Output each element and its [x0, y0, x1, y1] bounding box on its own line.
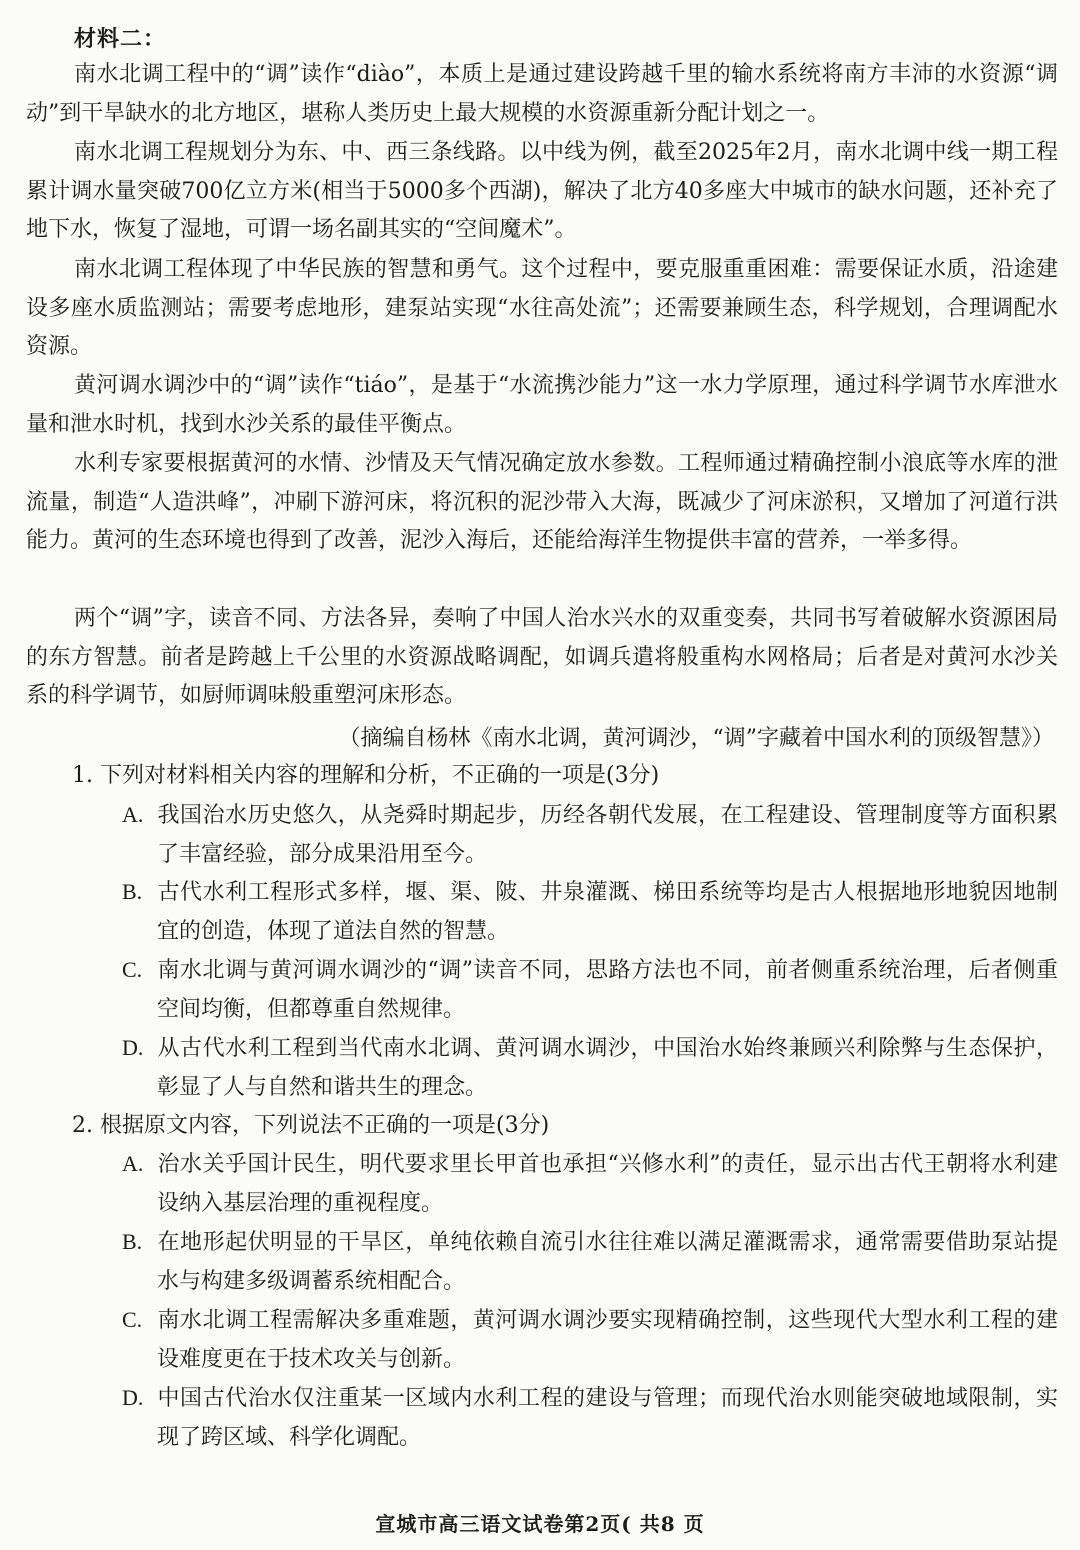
option-letter: D.	[122, 1035, 144, 1060]
paragraph-3: 南水北调工程体现了中华民族的智慧和勇气。这个过程中，要克服重重困难：需要保证水质，沿途建设多座水质监测站；需要考虑地形，建泵站实现“水往高处流”；还需要兼顾生态，科学规划，合理调配水资源。	[26, 257, 1058, 359]
paragraph-6: 两个“调”字，读音不同、方法各异，奏响了中国人治水兴水的双重变奏，共同书写着破解水资源困局的东方智慧。前者是跨越上千公里的水资源战略调配，如调兵遣将般重构水网格局；后者是对黄河水沙关系的科学调节，如厨师调味般重塑河床形态。	[26, 606, 1058, 708]
option-letter: B.	[122, 879, 143, 904]
paragraph-1: 南水北调工程中的“调”读作“diào”，本质上是通过建设跨越千里的输水系统将南方丰沛的水资源“调动”到干旱缺水的北方地区，堪称人类历史上最大规模的水资源重新分配计划之一。	[26, 62, 1058, 126]
option-letter: C.	[122, 957, 143, 982]
source-citation: （摘编自杨林《南水北调，黄河调沙，“调”字藏着中国水利的顶级智慧》）	[338, 726, 1054, 751]
option-text: 治水关乎国计民生，明代要求里长甲首也承担“兴修水利”的责任，显示出古代王朝将水利建设纳入基层治理的重视程度。	[157, 1152, 1058, 1216]
question-2-option-a	[122, 1145, 1058, 1223]
option-letter: A.	[122, 1151, 144, 1176]
option-text: 在地形起伏明显的干旱区，单纯依赖自流引水往往难以满足灌溉需求，通常需要借助泵站提水与构建多级调蓄系统相配合。	[157, 1230, 1058, 1294]
option-text: 从古代水利工程到当代南水北调、黄河调水调沙，中国治水始终兼顾兴利除弊与生态保护，彰显了人与自然和谐共生的理念。	[157, 1036, 1058, 1100]
material-heading: 材料二：	[74, 26, 167, 52]
option-text: 古代水利工程形式多样，堰、渠、陂、井泉灌溉、梯田系统等均是古人根据地形地貌因地制宜的创造，体现了道法自然的智慧。	[157, 880, 1058, 944]
option-letter: A.	[122, 802, 144, 827]
paragraph-5: 水利专家要根据黄河的水情、沙情及天气情况确定放水参数。工程师通过精确控制小浪底等水库的泄流量，制造“人造洪峰”，冲刷下游河床，将沉积的泥沙带入大海，既减少了河床淤积，又增加了河道行洪能力。黄河的生态环境也得到了改善，泥沙入海后，还能给海洋生物提供丰富的营养，一举多得。	[26, 451, 1058, 553]
option-letter: C.	[122, 1307, 143, 1332]
question-2-option-c	[122, 1301, 1058, 1379]
question-1-option-c	[122, 951, 1058, 1029]
question-2-option-d	[122, 1379, 1058, 1457]
paragraph-2: 南水北调工程规划分为东、中、西三条线路。以中线为例，截至2025年2月，南水北调中线一期工程累计调水量突破700亿立方米(相当于5000多个西湖)，解决了北方40多座大中城市的缺水问题，还补充了地下水，恢复了湿地，可谓一场名副其实的“空间魔术”。	[26, 140, 1058, 242]
question-1-stem: 1. 下列对材料相关内容的理解和分析，不正确的一项是(3分)	[72, 763, 660, 788]
option-text: 南水北调工程需解决多重难题，黄河调水调沙要实现精确控制，这些现代大型水利工程的建设难度更在于技术攻关与创新。	[157, 1308, 1058, 1372]
option-text: 我国治水历史悠久，从尧舜时期起步，历经各朝代发展，在工程建设、管理制度等方面积累了丰富经验，部分成果沿用至今。	[157, 803, 1058, 867]
option-letter: D.	[122, 1385, 144, 1410]
question-1-option-a	[122, 796, 1058, 874]
paragraph-4: 黄河调水调沙中的“调”读作“tiáo”，是基于“水流携沙能力”这一水力学原理，通过科学调节水库泄水量和泄水时机，找到水沙关系的最佳平衡点。	[26, 373, 1058, 437]
question-1-option-d	[122, 1029, 1058, 1107]
question-1-option-b	[122, 873, 1058, 951]
option-text: 南水北调与黄河调水调沙的“调”读音不同，思路方法也不同，前者侧重系统治理，后者侧重空间均衡，但都尊重自然规律。	[157, 958, 1058, 1022]
question-2-option-b	[122, 1223, 1058, 1301]
option-text: 中国古代治水仅注重某一区域内水利工程的建设与管理；而现代治水则能突破地域限制，实现了跨区域、科学化调配。	[157, 1386, 1058, 1450]
option-letter: B.	[122, 1229, 143, 1254]
question-2-stem: 2. 根据原文内容，下列说法不正确的一项是(3分)	[72, 1113, 550, 1138]
page-footer: 宣城市高三语文试卷第2页( 共8 页	[375, 1512, 705, 1536]
